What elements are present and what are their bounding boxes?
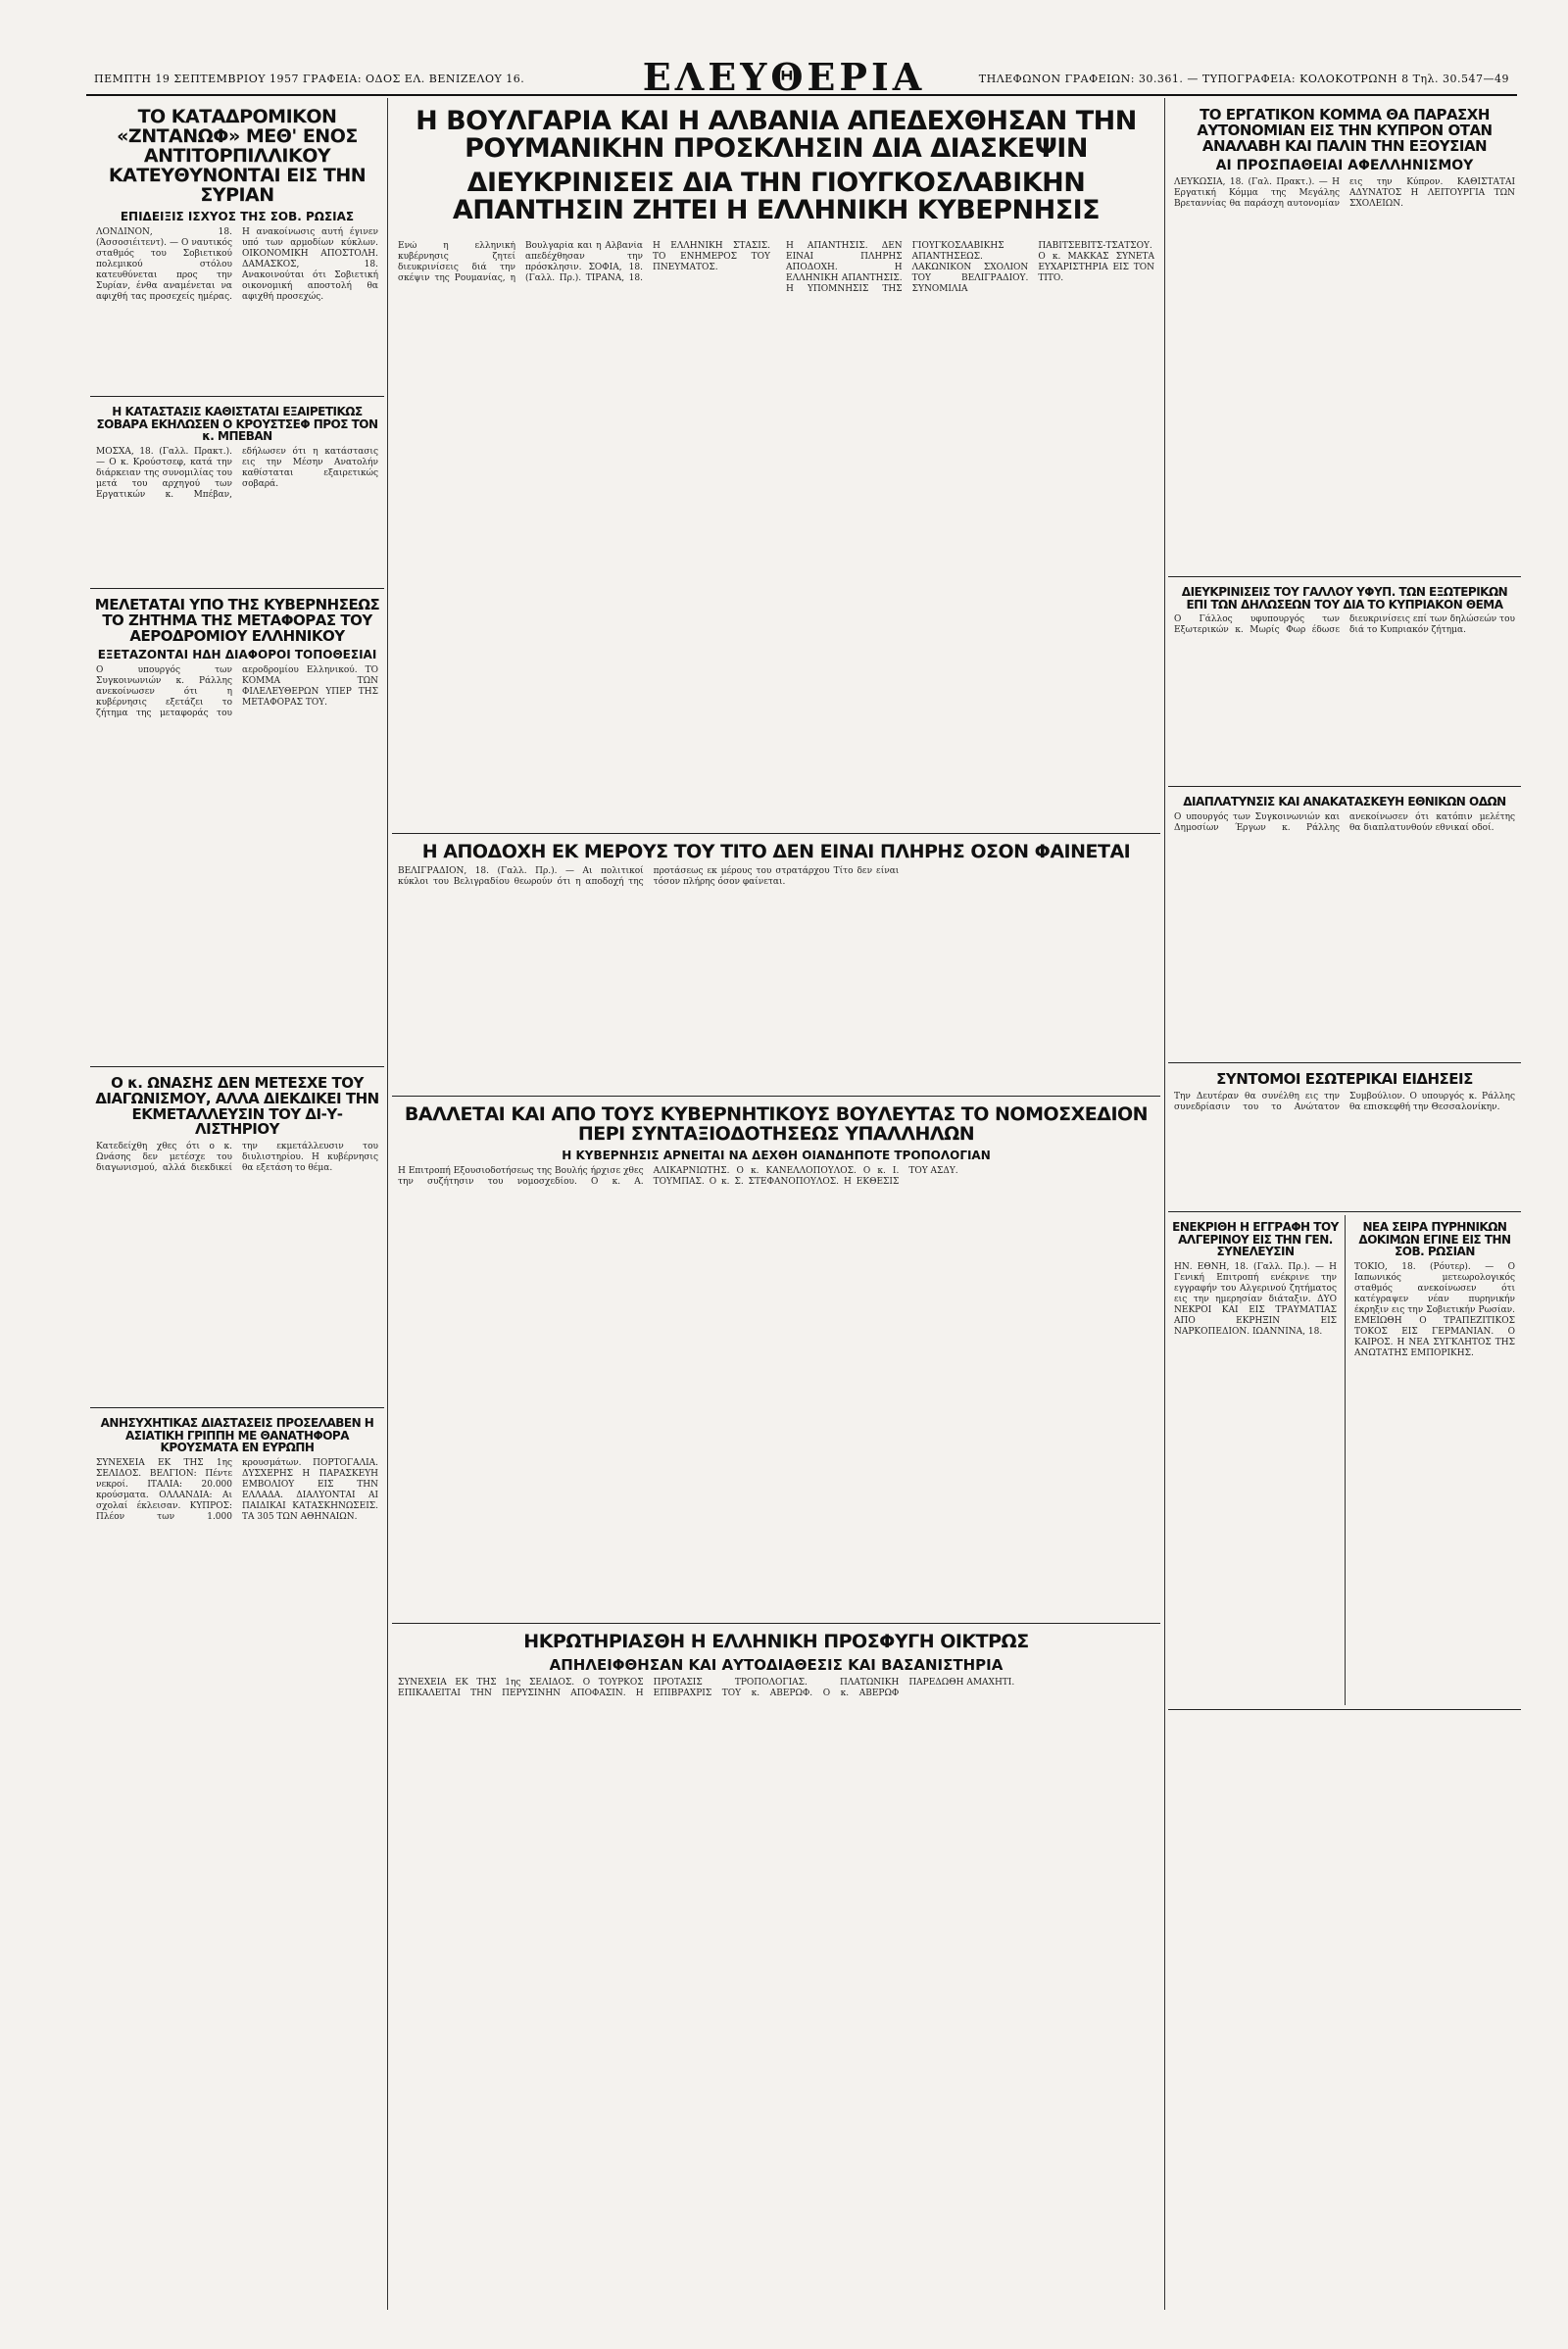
column-rule	[387, 98, 388, 2310]
headline: ΗΚΡΩΤΗΡΙΑΣΘΗ Η ΕΛΛΗΝΙΚΗ ΠΡΟΣΦΥΓΗ ΟΙΚΤΡΩΣ	[523, 1631, 1029, 1652]
divider	[90, 588, 384, 589]
headline: Ο κ. ΩΝΑΣΗΣ ΔΕΝ ΜΕΤΕΣΧΕ ΤΟΥ ΔΙΑΓΩΝΙΣΜΟΥ, ΑΛΛΑ ΔΙΕΚΔΙΚΕΙ ΤΗΝ ΕΚΜΕΤΑΛΛΕΥΣΙΝ ΤΟΥ ΔΙ-Υ-ΛΙΣΤΗΡΙΟΥ	[95, 1074, 379, 1139]
headline: ΔΙΕΥΚΡΙΝΙΣΕΙΣ ΤΟΥ ΓΑΛΛΟΥ ΥΦΥΠ. ΤΩΝ ΕΞΩΤΕΡΙΚΩΝ ΕΠΙ ΤΩΝ ΔΗΛΩΣΕΩΝ ΤΟΥ ΔΙΑ ΤΟ ΚΥΠΡΙΑΚΟΝ ΘΕΜΑ	[1181, 585, 1508, 612]
subheadline: ΑΙ ΠΡΟΣΠΑΘΕΙΑΙ ΑΦΕΛΛΗΝΙΣΜΟΥ	[1215, 158, 1474, 174]
article-short-news	[1168, 1066, 1521, 1207]
subheadline: ΕΞΕΤΑΖΟΝΤΑΙ ΗΔΗ ΔΙΑΦΟΡΟΙ ΤΟΠΟΘΕΣΙΑΙ	[97, 648, 377, 662]
headline: Η ΑΠΟΔΟΧΗ ΕΚ ΜΕΡΟΥΣ ΤΟΥ ΤΙΤΟ ΔΕΝ ΕΙΝΑΙ ΠΛΗΡΗΣ ΟΣΟΝ ΦΑΙΝΕΤΑΙ	[421, 841, 1131, 862]
article-un-appeal	[392, 1627, 1160, 2303]
article-body: ΛΕΥΚΩΣΙΑ, 18. (Γαλ. Πρακτ.). — Η Εργατική Κόμμα της Μεγάλης Βρεταννίας θα παράσχη αυτονομίαν εις την Κύπρον. ΚΑΘΙΣΤΑΤΑΙ ΑΔΥΝΑΤΟΣ Η ΛΕΙΤΟΥΡΓΙΑ ΤΩΝ ΣΧΟΛΕΙΩΝ.	[1174, 177, 1515, 210]
article-zntanof	[90, 102, 384, 392]
article-nuclear-tests	[1348, 1215, 1521, 1705]
article-body: ΗΝ. ΕΘΝΗ, 18. (Γαλλ. Πρ.). — Η Γενική Επιτροπή ενέκρινε την εγγραφήν του Αλγερινού ζητήματος εις την ημερησίαν διάταξιν. ΔΥΟ ΝΕΚΡΟΙ ΚΑΙ ΕΙΣ ΤΡΑΥΜΑΤΙΑΣ ΑΠΟ ΕΚΡΗΞΙΝ ΕΙΣ ΝΑΡΚΟΠΕΔΙΟΝ. ΙΩΑΝΝΙΝΑ, 18.	[1174, 1261, 1337, 1337]
divider	[90, 1066, 384, 1067]
phone-line: ΤΗΛΕΦΩΝΟΝ ΓΡΑΦΕΙΩΝ: 30.361. — ΤΥΠΟΓΡΑΦΕΙΑ: ΚΟΛΟΚΟΤΡΩΝΗ 8 Τηλ. 30.547—49	[978, 73, 1509, 85]
headline: ΑΝΗΣΥΧΗΤΙΚΑΣ ΔΙΑΣΤΑΣΕΙΣ ΠΡΟΣΕΛΑΒΕΝ Η ΑΣΙΑΤΙΚΗ ΓΡΙΠΠΗ ΜΕ ΘΑΝΑΤΗΦΟΡΑ ΚΡΟΥΣΜΑΤΑ ΕΝ ΕΥΡΩΠΗ	[100, 1416, 374, 1455]
article-roads	[1168, 790, 1521, 1058]
headline: ΤΟ ΕΡΓΑΤΙΚΟΝ ΚΟΜΜΑ ΘΑ ΠΑΡΑΣΧΗ ΑΥΤΟΝΟΜΙΑΝ ΕΙΣ ΤΗΝ ΚΥΠΡΟΝ ΟΤΑΝ ΑΝΑΛΑΒΗ ΚΑΙ ΠΑΛΙΝ ΤΗΝ ΕΞΟΥΣΙΑΝ	[1197, 106, 1493, 155]
subheadline: ΑΠΗΛΕΙΦΘΗΣΑΝ ΚΑΙ ΑΥΤΟΔΙΑΘΕΣΙΣ ΚΑΙ ΒΑΣΑΝΙΣΤΗΡΙΑ	[549, 1655, 1004, 1674]
divider	[1168, 1709, 1521, 1710]
article-tito-acceptance	[392, 837, 1160, 1092]
subheadline: ΕΠΙΔΕΙΞΙΣ ΙΣΧΥΟΣ ΤΗΣ ΣΟΒ. ΡΩΣΙΑΣ	[120, 209, 355, 223]
article-balkan-conference-head	[392, 102, 1160, 239]
divider	[392, 833, 1160, 834]
article-algeria	[1168, 1215, 1343, 1705]
headline: ΕΝΕΚΡΙΘΗ Η ΕΓΓΡΑΦΗ ΤΟΥ ΑΛΓΕΡΙΝΟΥ ΕΙΣ ΤΗΝ ΓΕΝ. ΣΥΝΕΛΕΥΣΙΝ	[1172, 1220, 1339, 1259]
article-body: Την Δευτέραν θα συνέλθη εις την συνεδρίασιν του το Ανώτατον Συμβούλιον. Ο υπουργός κ. Ράλλης θα επισκεφθή την Θεσσαλονίκην.	[1174, 1091, 1515, 1112]
article-yugoslav-reply	[780, 241, 1160, 829]
masthead-rule	[86, 94, 1517, 96]
headline: Η ΒΟΥΛΓΑΡΙΑ ΚΑΙ Η ΑΛΒΑΝΙΑ ΑΠΕΔΕΧΘΗΣΑΝ ΤΗΝ ΡΟΥΜΑΝΙΚΗΝ ΠΡΟΣΚΛΗΣΙΝ ΔΙΑ ΔΙΑΣΚΕΨΙΝ	[416, 106, 1137, 165]
article-body: ΣΥΝΕΧΕΙΑ ΕΚ ΤΗΣ 1ης ΣΕΛΙΔΟΣ. ΒΕΛΓΙΟΝ: Πέντε νεκροί. ΙΤΑΛΙΑ: 20.000 κρούσματα. ΟΛΛΑΝΔΙΑ: Αι σχολαί έκλεισαν. ΚΥΠΡΟΣ: Πλέον των 1.000 κρουσμάτων. ΠΟΡΤΟΓΑΛΙΑ. ΔΥΣΧΕΡΗΣ Η ΠΑΡΑΣΚΕΥΗ ΕΜΒΟΛΙΟΥ ΕΙΣ ΤΗΝ ΕΛΛΑΔΑ. ΔΙΑΛΥΟΝΤΑΙ ΑΙ ΠΑΙΔΙΚΑΙ ΚΑΤΑΣΚΗΝΩΣΕΙΣ. ΤΑ 305 ΤΩΝ ΑΘΗΝΑΙΩΝ.	[96, 1457, 378, 1522]
article-body: ΤΟΚΙΟ, 18. (Ρόυτερ). — Ο Ιαπωνικός μετεωρολογικός σταθμός ανεκοίνωσεν ότι κατέγραψεν νέαν πυρηνικήν έκρηξιν εις την Σοβιετικήν Ρωσίαν. ΕΜΕΙΩΘΗ Ο ΤΡΑΠΕΖΙΤΙΚΟΣ ΤΟΚΟΣ ΕΙΣ ΓΕΡΜΑΝΙΑΝ. Ο ΚΑΙΡΟΣ. Η ΝΕΑ ΣΥΓΚΛΗΤΟΣ ΤΗΣ ΑΝΩΤΑΤΗΣ ΕΜΠΟΡΙΚΗΣ.	[1354, 1261, 1515, 1358]
masthead	[0, 0, 1568, 98]
divider	[392, 1096, 1160, 1097]
headline: ΝΕΑ ΣΕΙΡΑ ΠΥΡΗΝΙΚΩΝ ΔΟΚΙΜΩΝ ΕΓΙΝΕ ΕΙΣ ΤΗΝ ΣΟΒ. ΡΩΣΙΑΝ	[1358, 1220, 1511, 1259]
column-rule	[1164, 98, 1165, 2310]
headline: Η ΚΑΤΑΣΤΑΣΙΣ ΚΑΘΙΣΤΑΤΑΙ ΕΞΑΙΡΕΤΙΚΩΣ ΣΟΒΑΡΑ ΕΚΗΛΩΣΕΝ Ο ΚΡΟΥΣΤΣΕΦ ΠΡΟΣ ΤΟΝ κ. ΜΠΕΒΑΝ	[96, 405, 378, 444]
article-balkan-conference	[392, 241, 776, 829]
divider	[392, 1623, 1160, 1624]
newspaper-title: ΕΛΕΥΘΕΡΙΑ	[642, 55, 926, 99]
article-labour-cyprus	[1168, 102, 1521, 572]
article-body: Η ΑΠΑΝΤΗΣΙΣ. ΔΕΝ ΕΙΝΑΙ ΠΛΗΡΗΣ ΑΠΟΔΟΧΗ. Η ΕΛΛΗΝΙΚΗ ΑΠΑΝΤΗΣΙΣ. Η ΥΠΟΜΝΗΣΙΣ ΤΗΣ ΓΙΟΥΓΚΟΣΛΑΒΙΚΗΣ ΑΠΑΝΤΗΣΕΩΣ. ΛΑΚΩΝΙΚΟΝ ΣΧΟΛΙΟΝ ΤΟΥ ΒΕΛΙΓΡΑΔΙΟΥ. ΣΥΝΟΜΙΛΙΑ ΠΑΒΙΤΣΕΒΙΤΣ-ΤΣΑΤΣΟΥ. Ο κ. ΜΑΚΚΑΣ ΣΥΝΕΤΑ ΕΥΧΑΡΙΣΤΗΡΙΑ ΕΙΣ ΤΟΝ ΤΙΤΟ.	[786, 241, 1154, 294]
headline: ΤΟ ΚΑΤΑΔΡΟΜΙΚΟΝ «ΖΝΤΑΝΩΦ» ΜΕΘ' ΕΝΟΣ ΑΝΤΙΤΟΡΠΙΛΛΙΚΟΥ ΚΑΤΕΥΘΥΝΟΝΤΑΙ ΕΙΣ ΤΗΝ ΣΥΡΙΑΝ	[108, 106, 367, 206]
article-flu	[90, 1411, 384, 2303]
article-body: ΒΕΛΙΓΡΑΔΙΟΝ, 18. (Γαλλ. Πρ.). — Αι πολιτικοί κύκλοι του Βελιγραδίου θεωρούν ότι η αποδοχή της προτάσεως εκ μέρους του στρατάρχου Τίτο δεν είναι τόσον πλήρης όσον φαίνεται.	[398, 865, 900, 887]
divider	[1168, 1062, 1521, 1063]
headline: ΔΙΑΠΛΑΤΥΝΣΙΣ ΚΑΙ ΑΝΑΚΑΤΑΣΚΕΥΗ ΕΘΝΙΚΩΝ ΟΔΩΝ	[1183, 795, 1506, 808]
divider	[1168, 1211, 1521, 1212]
subheadline: Η ΚΥΒΕΡΝΗΣΙΣ ΑΡΝΕΙΤΑΙ ΝΑ ΔΕΧΘΗ ΟΙΑΝΔΗΠΟΤΕ ΤΡΟΠΟΛΟΓΙΑΝ	[562, 1148, 991, 1162]
article-airport	[90, 592, 384, 1062]
divider	[1168, 786, 1521, 787]
column-rule	[1345, 1215, 1346, 1705]
article-onassis	[90, 1070, 384, 1403]
date-line: ΠΕΜΠΤΗ 19 ΣΕΠΤΕΜΒΡΙΟΥ 1957 ΓΡΑΦΕΙΑ: ΟΔΟΣ ΕΛ. ΒΕΝΙΖΕΛΟΥ 16.	[94, 73, 525, 85]
article-french-minister	[1168, 580, 1521, 782]
article-body: Η Επιτροπή Εξουσιοδοτήσεως της Βουλής ήρχισε χθες την συζήτησιν του νομοσχεδίου. Ο κ. Α. ΑΛΙΚΑΡΝΙΩΤΗΣ. Ο κ. ΚΑΝΕΛΛΟΠΟΥΛΟΣ. Ο κ. Ι. ΤΟΥΜΠΑΣ. Ο κ. Σ. ΣΤΕΦΑΝΟΠΟΥΛΟΣ. Η ΕΚΘΕΣΙΣ ΤΟΥ ΑΣΔΥ.	[398, 1165, 958, 1187]
divider	[1168, 576, 1521, 577]
headline: ΒΑΛΛΕΤΑΙ ΚΑΙ ΑΠΟ ΤΟΥΣ ΚΥΒΕΡΝΗΤΙΚΟΥΣ ΒΟΥΛΕΥΤΑΣ ΤΟ ΝΟΜΟΣΧΕΔΙΟΝ ΠΕΡΙ ΣΥΝΤΑΞΙΟΔΟΤΗΣΕΩΣ ΥΠΑΛΛΗΛΩΝ	[404, 1103, 1149, 1145]
headline: ΜΕΛΕΤΑΤΑΙ ΥΠΟ ΤΗΣ ΚΥΒΕΡΝΗΣΕΩΣ ΤΟ ΖΗΤΗΜΑ ΤΗΣ ΜΕΤΑΦΟΡΑΣ ΤΟΥ ΑΕΡΟΔΡΟΜΙΟΥ ΕΛΛΗΝΙΚΟΥ	[94, 596, 380, 645]
article-body: Κατεδείχθη χθες ότι ο κ. Ωνάσης δεν μετέσχε του διαγωνισμού, αλλά διεκδικεί την εκμετάλλευσιν του διυλιστηρίου. Η κυβέρνησις θα εξετάση το θέμα.	[96, 1142, 378, 1173]
divider	[90, 1407, 384, 1408]
article-body: ΣΥΝΕΧΕΙΑ ΕΚ ΤΗΣ 1ης ΣΕΛΙΔΟΣ. Ο ΤΟΥΡΚΟΣ ΕΠΙΚΑΛΕΙΤΑΙ ΤΗΝ ΠΕΡΥΣΙΝΗΝ ΑΠΟΦΑΣΙΝ. Η ΠΡΟΤΑΣΙΣ ΤΡΟΠΟΛΟΓΙΑΣ. ΠΛΑΤΩΝΙΚΗ ΕΠΙΒΡΑΧΡΙΣ ΤΟΥ κ. ΑΒΕΡΩΦ. Ο κ. ΑΒΕΡΩΦ ΠΑΡΕΔΩΘΗ ΑΜΑΧΗΤΙ.	[398, 1677, 1015, 1698]
article-pension-bill	[392, 1100, 1160, 1619]
divider	[90, 396, 384, 397]
headline: ΣΥΝΤΟΜΟΙ ΕΣΩΤΕΡΙΚΑΙ ΕΙΔΗΣΕΙΣ	[1216, 1070, 1473, 1088]
article-body: Ο υπουργός των Συγκοινωνιών κ. Ράλλης ανεκοίνωσεν ότι η κυβέρνησις εξετάζει το ζήτημα της μεταφοράς του αεροδρομίου Ελληνικού. ΤΟ ΚΟΜΜΑ ΤΩΝ ΦΙΛΕΛΕΥΘΕΡΩΝ ΥΠΕΡ ΤΗΣ ΜΕΤΑΦΟΡΑΣ ΤΟΥ.	[96, 665, 378, 719]
article-khrushchev	[90, 400, 384, 584]
headline: ΔΙΕΥΚΡΙΝΙΣΕΙΣ ΔΙΑ ΤΗΝ ΓΙΟΥΓΚΟΣΛΑΒΙΚΗΝ ΑΠΑΝΤΗΣΙΝ ΖΗΤΕΙ Η ΕΛΛΗΝΙΚΗ ΚΥΒΕΡΝΗΣΙΣ	[452, 167, 1101, 226]
article-body: Ο υπουργός των Συγκοινωνιών και Δημοσίων Έργων κ. Ράλλης ανεκοίνωσεν ότι κατόπιν μελέτης θα διαπλατυνθούν εθνικαί οδοί.	[1174, 811, 1515, 833]
article-body: Ενώ η ελληνική κυβέρνησις ζητεί διευκρινίσεις διά την σκέψιν της Ρουμανίας, η Βουλγαρία και η Αλβανία απεδέχθησαν την πρόσκλησιν. ΣΟΦΙΑ, 18. (Γαλλ. Πρ.). ΤΙΡΑΝΑ, 18. Η ΕΛΛΗΝΙΚΗ ΣΤΑΣΙΣ. ΤΟ ΕΝΗΜΕΡΟΣ ΤΟΥ ΠΝΕΥΜΑΤΟΣ.	[398, 241, 770, 283]
article-body: ΜΟΣΧΑ, 18. (Γαλλ. Πρακτ.). — Ο κ. Κρούστσεφ, κατά την διάρκειαν της συνομιλίας του μετά του αρχηγού των Εργατικών κ. Μπέβαν, εδήλωσεν ότι η κατάστασις εις την Μέσην Ανατολήν καθίσταται εξαιρετικώς σοβαρά.	[96, 446, 378, 500]
article-body: ΛΟΝΔΙΝΟΝ, 18. (Άσσοσιέιτεντ). — Ο ναυτικός σταθμός του Σοβιετικού πολεμικού στόλου κατευθύνεται προς την Συρίαν, ένθα αναμένεται να αφιχθή τας προσεχείς ημέρας. Η ανακοίνωσις αυτή έγινεν υπό των αρμοδίων κύκλων. ΟΙΚΟΝΟΜΙΚΗ ΑΠΟΣΤΟΛΗ. ΔΑΜΑΣΚΟΣ, 18. Ανακοινούται ότι Σοβιετική οικονομική αποστολή θα αφιχθή προσεχώς.	[96, 226, 378, 302]
article-body: Ο Γάλλος υφυπουργός των Εξωτερικών κ. Μωρίς Φωρ έδωσε διευκρινίσεις επί των δηλώσεών του διά το Κυπριακόν ζήτημα.	[1174, 614, 1515, 636]
